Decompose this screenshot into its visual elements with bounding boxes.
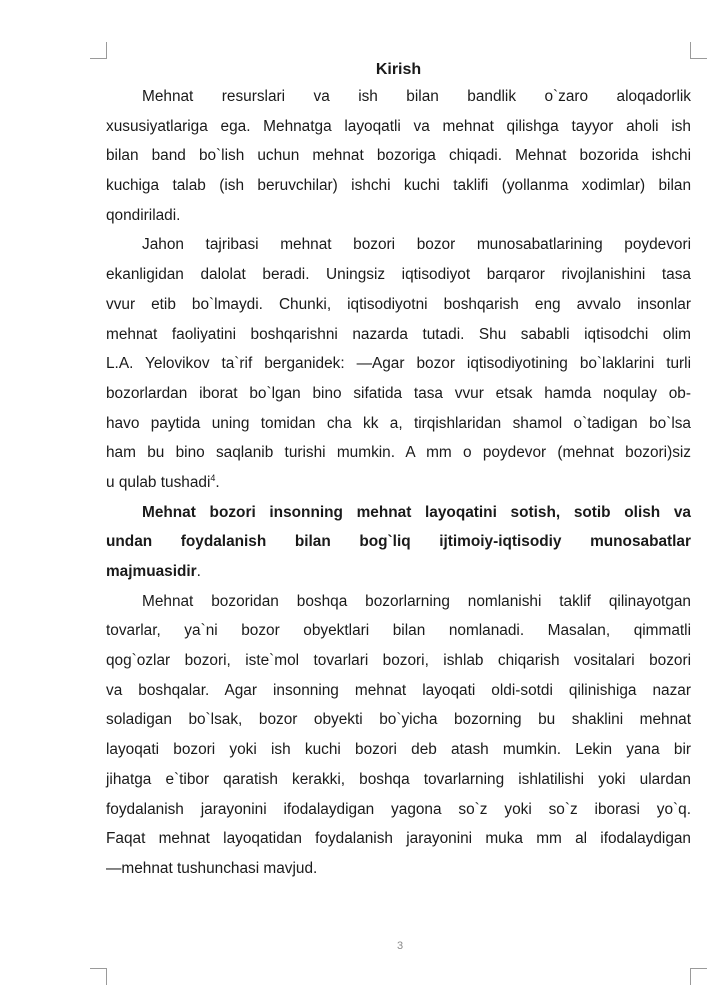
paragraph-line: ekanligidan dalolat beradi. Uningsiz iqtisodiyot barqaror rivojlanishini tasa xyxy=(106,266,691,284)
paragraph-line: qog`ozlar bozori, iste`mol tovarlari bozori, ishlab chiqarish vositalari bozori xyxy=(106,652,691,670)
paragraph-line: foydalanish jarayonini ifodalaydigan yagona so`z yoki so`z iborasi yo`q. xyxy=(106,800,691,818)
paragraph-4 xyxy=(106,587,691,884)
paragraph-line: jihatga e`tibor qaratish kerakki, boshqa tovarlarning ishlatilishi yoki ulardan xyxy=(106,770,691,788)
page-corner-mark-bottom-left xyxy=(90,968,107,985)
paragraph-3-definition xyxy=(106,498,691,587)
paragraph-line-last xyxy=(106,468,691,498)
page-number: 3 xyxy=(396,940,404,952)
document-page xyxy=(106,58,691,884)
page-corner-mark-top-right xyxy=(690,42,707,59)
line-text-bold: majmuasidir xyxy=(106,563,197,580)
line-punctuation: . xyxy=(215,473,220,491)
paragraph-line: kuchiga talab (ish beruvchilar) ishchi kuchi taklifi (yollanma xodimlar) bilan xyxy=(106,177,691,195)
paragraph-line: Mehnat bozori insonning mehnat layoqatini sotish, sotib olish va xyxy=(142,503,691,521)
paragraph-line: xususiyatlariga ega. Mehnatga layoqatli va mehnat qilishga tayyor aholi ish xyxy=(106,117,691,135)
paragraph-2 xyxy=(106,230,691,497)
page-corner-mark-top-left xyxy=(90,42,107,59)
page-corner-mark-bottom-right xyxy=(690,968,707,985)
paragraph-line: ―mehnat tushunchasi mavjud. xyxy=(106,859,318,877)
paragraph-line: L.A. Yelovikov ta`rif berganidek: ―Agar bozor iqtisodiyotining bo`laklarini turli xyxy=(106,355,691,373)
paragraph-line: tovarlar, ya`ni bozor obyektlari bilan nomlanadi. Masalan, qimmatli xyxy=(106,622,691,640)
paragraph-line: Mehnat resurslari va ish bilan bandlik o`zaro aloqadorlik xyxy=(142,88,691,105)
paragraph-line: Faqat mehnat layoqatidan foydalanish jarayonini muka mm al ifodalaydigan xyxy=(106,830,691,848)
paragraph-line: layoqati bozori yoki ish kuchi bozori deb atash mumkin. Lekin yana bir xyxy=(106,741,691,759)
paragraph-line: mehnat faoliyatini boshqarishni nazarda tutadi. Shu sababli iqtisodchi olim xyxy=(106,325,691,343)
paragraph-line: ham bu bino saqlanib turishi mumkin. A mm o poydevor (mehnat bozori)siz xyxy=(106,444,691,462)
paragraph-line: qondiriladi. xyxy=(106,206,181,224)
paragraph-line: havo paytida uning tomidan cha kk a, tirqishlaridan shamol o`tadigan bo`lsa xyxy=(106,414,691,432)
paragraph-1 xyxy=(106,82,691,230)
paragraph-line: bilan band bo`lish uchun mehnat bozoriga chiqadi. Mehnat bozorida ishchi xyxy=(106,147,691,165)
line-punctuation: . xyxy=(196,563,201,580)
line-text: u qulab tushadi xyxy=(106,473,211,491)
footnote-reference[interactable]: 4 xyxy=(210,472,216,483)
paragraph-line: bozorlardan iborat bo`lgan bino sifatida tasa vvur etsak hamda noqulay ob- xyxy=(106,384,691,402)
paragraph-line: vvur etib bo`lmaydi. Chunki, iqtisodiyotni boshqarish eng avvalo insonlar xyxy=(106,295,691,313)
paragraph-line: Jahon tajribasi mehnat bozori bozor munosabatlarining poydevori xyxy=(142,236,691,254)
section-title: Kirish xyxy=(375,61,422,78)
paragraph-line: undan foydalanish bilan bog`liq ijtimoiy-iqtisodiy munosabatlar xyxy=(106,533,691,551)
paragraph-line: soladigan bo`lsak, bozor obyekti bo`yicha bozorning bu shaklini mehnat xyxy=(106,711,691,729)
paragraph-line: va boshqalar. Agar insonning mehnat layoqati oldi-sotdi qilinishiga nazar xyxy=(106,681,691,699)
paragraph-line-last xyxy=(106,557,691,587)
paragraph-line: Mehnat bozoridan boshqa bozorlarning nomlanishi taklif qilinayotgan xyxy=(142,592,691,610)
